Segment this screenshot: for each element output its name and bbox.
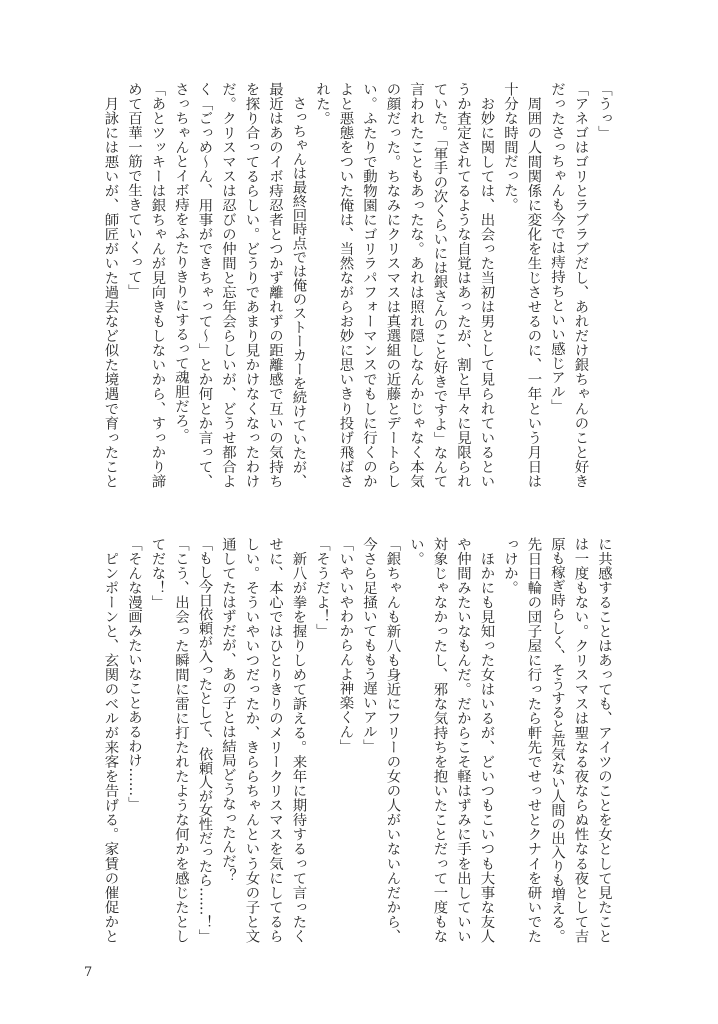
text-line: を探り合ってるらしい。どうりであまり見かけなくなったわけ <box>243 82 260 488</box>
text-line: だ。クリスマスは忍びの仲間と忘年会らしいが、どうせ都合よ <box>220 82 236 488</box>
lower-text-block <box>98 537 615 943</box>
page-number: 7 <box>84 965 93 980</box>
text-line: 十分な時間だった。 <box>502 82 518 212</box>
text-line: お妙に関しては、出会った当初は男として見られているとい <box>478 82 495 488</box>
text-line: うか査定されてるような自覚はあったが、割と早々に見限られ <box>455 82 471 488</box>
text-line: 「あとツッキーは銀ちゃんが見向きもしないから、すっかり諦 <box>149 82 166 488</box>
text-line: さっちゃんとイボ痔をふたりきりにするって魂胆だろ。 <box>173 82 189 442</box>
text-line: 「そうだよ！」 <box>314 537 330 638</box>
text-line: しい。そういやいつだったか、きららちゃんという女の子と文 <box>243 537 260 943</box>
text-line: 周囲の人間関係に変化を生じさせるのに、一年という月日は <box>525 82 542 488</box>
text-line: 対象じゃなかったし、邪な気持ちを抱いたことだって一度もな <box>431 537 448 943</box>
text-line: は一度もない。クリスマスは聖なる夜ならぬ性なる夜として吉 <box>572 537 589 943</box>
text-line: 新八が拳を握りしめて訴える。来年に期待するって言ったく <box>290 537 307 943</box>
text-line: てだな！」 <box>149 537 166 609</box>
text-line: い。 <box>408 537 424 566</box>
text-line: や仲間みたいなもんだ。だからこそ軽はずみに手を出していい <box>455 537 471 943</box>
text-line: ピンポーンと、玄関のベルが来客を告げる。家賃の催促かと <box>102 537 119 943</box>
text-line: 原も稼ぎ時らしく、そうすると荒気ない人間の出入りも増える。 <box>549 537 565 943</box>
upper-text-block <box>98 82 615 488</box>
text-line: 最近はあのイボ痔忍者とつかず離れずの距離感で互いの気持ち <box>267 82 283 488</box>
text-line: 今さら足掻いてももう遅いアル」 <box>361 537 377 753</box>
text-line: ていた。「軍手の次くらいには銀さんのこと好きですよ」なんて <box>431 82 448 488</box>
text-line: 月詠には悪いが、師匠がいた過去など似た境遇で育ったこと <box>102 82 119 488</box>
text-line: ほかにも見知った女はいるが、どいつもこいつも大事な友人 <box>478 537 495 943</box>
text-line: 言われたこともあったな。あれは照れ隠しなんかじゃなく本気 <box>408 82 424 488</box>
text-line: 「もし今日依頼が入ったとして、依頼人が女性だったら……！」 <box>196 537 213 943</box>
text-line: 「うっ」 <box>596 82 612 140</box>
text-line: よと悪態をついた俺は、当然ながらお妙に思いきり投げ飛ばさ <box>337 82 354 488</box>
text-line: 「アネゴはゴリとラブラブだし、あれだけ銀ちゃんのこと好き <box>572 82 589 488</box>
text-line: 「そんな漫画みたいなことあるわけ……」 <box>126 537 142 811</box>
text-line: 「いやいやわからんよ神楽くん」 <box>337 537 354 753</box>
text-line: に共感することはあっても、アイツのことを女として見たこと <box>596 537 612 943</box>
text-line: の顔だった。ちなみにクリスマスは真選組の近藤とデートらし <box>384 82 401 488</box>
text-line: 「こう、出会った瞬間に雷に打たれたような何かを感じたとし <box>173 537 189 943</box>
text-line: っけか。 <box>502 537 518 595</box>
text-line: さっちゃんは最終回時点では俺のストーカーを続けていたが、 <box>290 82 307 488</box>
text-line: 「銀ちゃんも新八も身近にフリーの女の人がいないんだから、 <box>384 537 401 943</box>
text-line: めて百華一筋で生きていくって」 <box>126 82 142 298</box>
text-line: 先日日輪の団子屋に行ったら軒先でせっせとクナイを研いでた <box>525 537 542 943</box>
text-line: せに、本心ではひとりきりのメリークリスマスを気にしてるら <box>267 537 283 943</box>
text-line: い。ふたりで動物園にゴリラパフォーマンスでもしに行くのか <box>361 82 377 488</box>
text-line: く「ごっめ〜ん、用事ができちゃって〜」とか何とか言って、 <box>196 82 213 488</box>
text-line: 通してたはずだが、あの子とは結局どうなったんだ？ <box>220 537 236 883</box>
text-line: れた。 <box>314 82 330 126</box>
text-line: だったさっちゃんも今では痔持ちといい感じアル」 <box>549 82 565 414</box>
